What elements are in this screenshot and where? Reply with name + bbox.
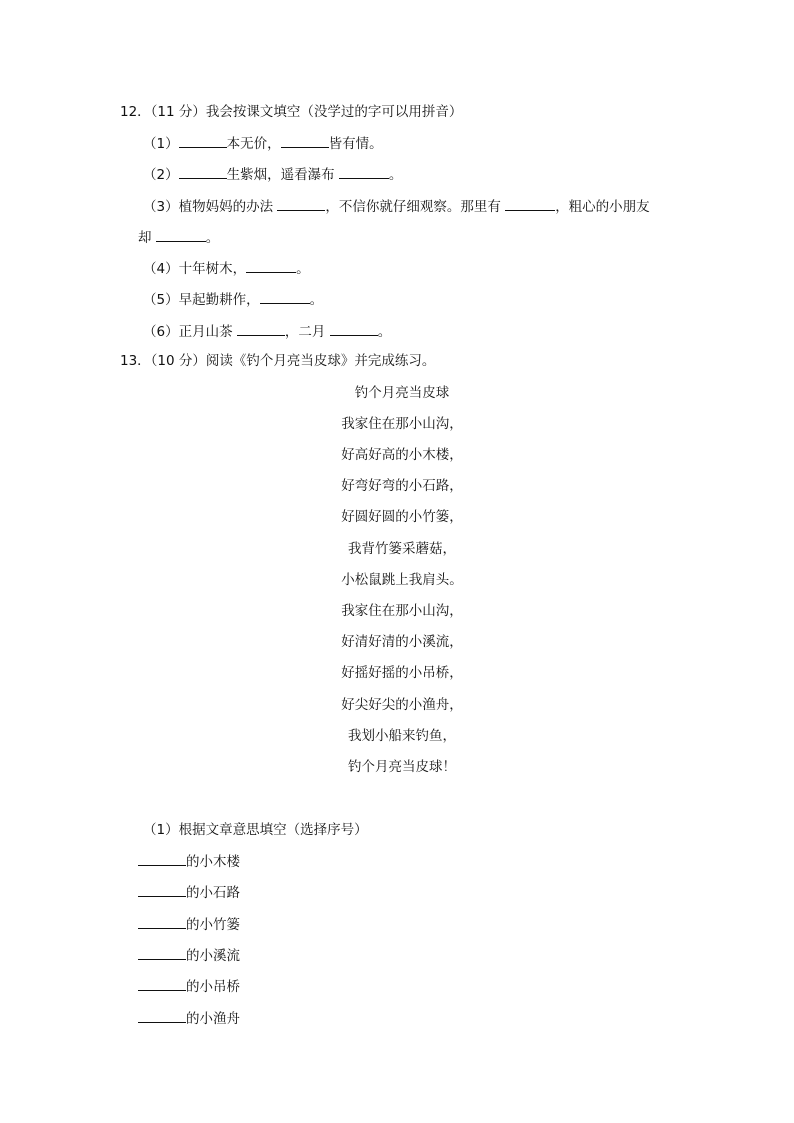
poem-line: 我家住在那小山沟， [341,416,463,432]
item-text: 。 [309,292,324,308]
item-text: 却 [138,230,156,246]
fill-item [138,915,240,934]
q12-item-3 [143,197,650,216]
q12-item-3-continued [138,228,219,247]
item-number: （5） [143,292,179,308]
answer-blank[interactable] [246,259,296,273]
poem-line: 好高好高的小木楼， [341,447,463,463]
item-text: 正月山茶 [178,324,237,340]
q12-item-4 [143,259,310,278]
q12-item-6 [143,322,391,341]
fill-item-text: 的小石路 [186,885,240,901]
item-number: （4） [143,261,179,277]
answer-blank[interactable] [138,915,186,929]
item-text: 。 [377,324,392,340]
answer-blank[interactable] [505,197,555,211]
poem-line: 我背竹篓采蘑菇， [348,541,456,557]
answer-blank[interactable] [339,165,389,179]
fill-item-text: 的小渔舟 [186,1011,240,1027]
poem-line: 我家住在那小山沟， [341,603,463,619]
poem-line: 好圆好圆的小竹篓， [341,509,463,525]
q13-sub-heading: （1）根据文章意思填空（选择序号） [143,822,368,838]
fill-item [138,946,240,965]
q12-item-5 [143,290,323,309]
fill-item-text: 的小吊桥 [186,979,240,995]
fill-item [138,977,240,996]
answer-blank[interactable] [179,134,227,148]
fill-item-text: 的小竹篓 [186,917,240,933]
item-text: 皆有情。 [328,136,383,152]
fill-item [138,1009,240,1028]
fill-item-text: 的小木楼 [186,854,240,870]
q13-heading: 13．（10 分）阅读《钓个月亮当皮球》并完成练习。 [120,353,436,369]
item-text: 。 [388,167,403,183]
q12-heading: 12．（11 分）我会按课文填空（没学过的字可以用拼音） [120,104,463,120]
item-text: 。 [296,261,310,277]
answer-blank[interactable] [138,883,186,897]
item-text: 植物妈妈的办法 [178,199,278,215]
item-text: ，二月 [284,324,330,340]
q12-item-2 [143,165,402,184]
item-number: （1） [143,136,179,152]
poem-line: 钓个月亮当皮球！ [348,759,456,775]
item-text: 早起勤耕作， [178,292,260,308]
answer-blank[interactable] [156,228,206,242]
answer-blank[interactable] [281,134,329,148]
poem-line: 好摇好摇的小吊桥， [341,665,463,681]
answer-blank[interactable] [330,322,378,336]
poem-line: 我划小船来钓鱼， [348,728,456,744]
poem-title: 钓个月亮当皮球 [354,385,450,401]
poem-line: 小松鼠跳上我肩头。 [341,572,463,588]
answer-blank[interactable] [138,852,186,866]
answer-blank[interactable] [277,197,325,211]
item-text: ，粗心的小朋友 [555,199,650,215]
poem-line: 好清好清的小溪流， [341,634,463,650]
fill-item-text: 的小溪流 [186,948,240,964]
item-text: 十年树木， [178,261,247,277]
item-number: （2） [143,167,179,183]
answer-blank[interactable] [260,290,310,304]
q12-item-1 [143,134,383,153]
item-text: ，不信你就仔细观察。那里有 [325,199,506,215]
answer-blank[interactable] [237,322,285,336]
item-number: （3） [143,199,179,215]
item-text: 生紫烟，遥看瀑布 [226,167,339,183]
item-text: 本无价， [226,136,281,152]
fill-item [138,883,240,902]
fill-item [138,852,240,871]
answer-blank[interactable] [179,165,227,179]
answer-blank[interactable] [138,1009,186,1023]
poem-line: 好尖好尖的小渔舟， [341,697,463,713]
item-text: 。 [205,230,220,246]
poem-line: 好弯好弯的小石路， [341,478,463,494]
item-number: （6） [143,324,179,340]
answer-blank[interactable] [138,977,186,991]
answer-blank[interactable] [138,946,186,960]
